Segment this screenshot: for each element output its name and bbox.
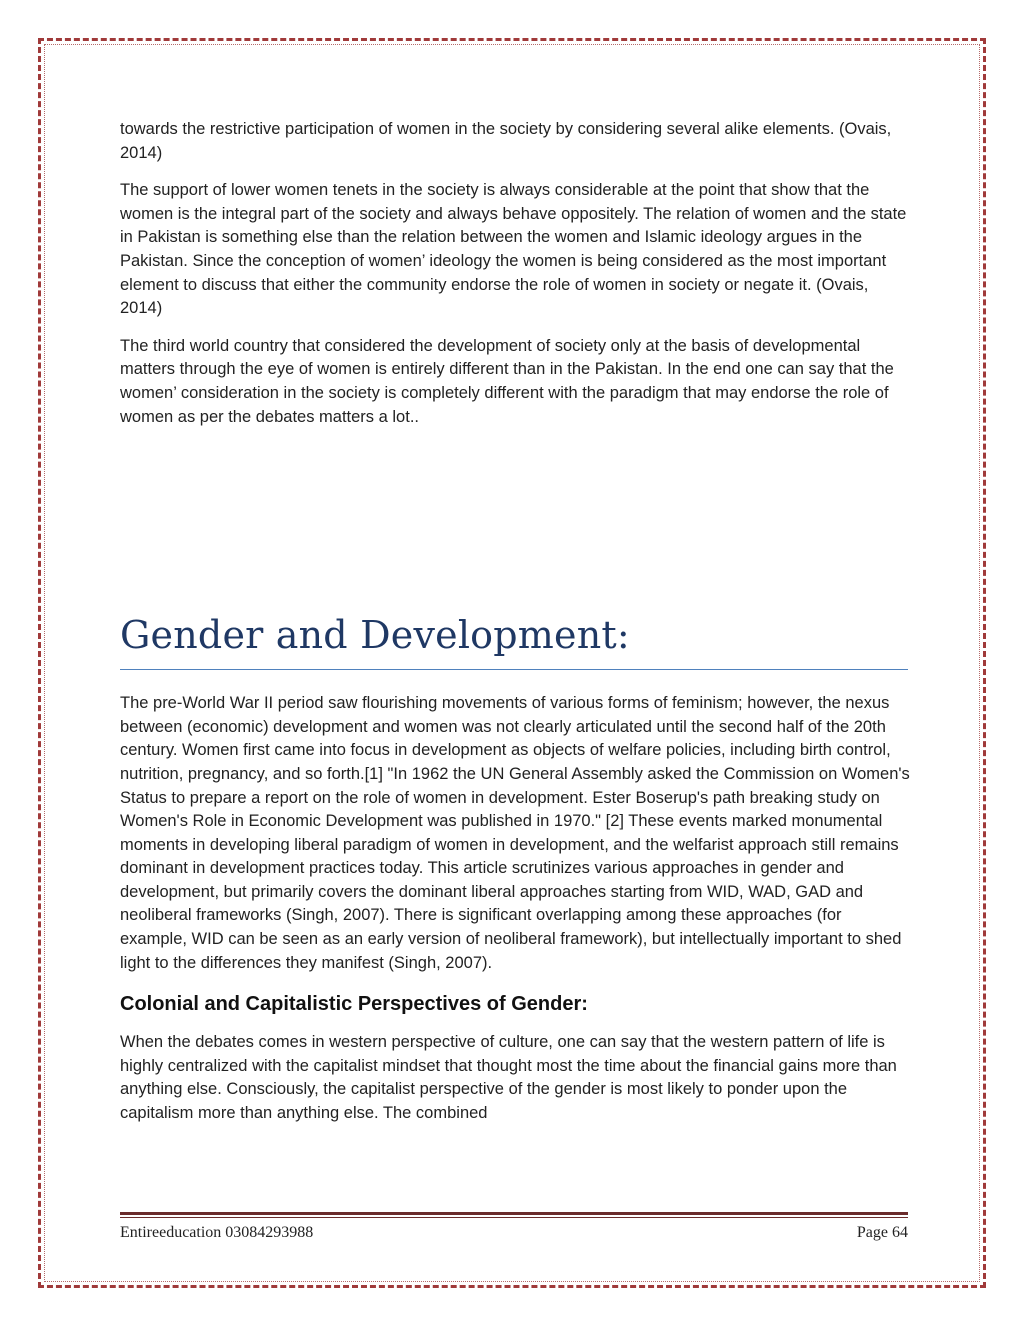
paragraph-western-perspective: When the debates comes in western perspective of culture, one can say that the western pattern of life is highly centralized with the capitalist mindset that thought most the time about the financial gains more than anything else. Consciously, the capitalist perspective of the gender is most likely to ponder upon the capitalism more than anything else. The combined	[120, 1033, 897, 1123]
section-heading: Gender and Development:	[120, 613, 630, 658]
footer-left-text: Entireeducation 03084293988	[120, 1224, 314, 1241]
paragraph-continuation: towards the restrictive participation of women in the society by considering several alike elements. (Ovais, 2014)	[120, 120, 892, 162]
paragraph-gender-development: The pre-World War II period saw flourishing movements of various forms of feminism; however, the nexus between (economic) development and women was not clearly articulated until the second half of the 20th century. Women first came into focus in development as objects of welfare policies, including birth control, nutrition, pregnancy, and so forth.[1] "In 1962 the UN General Assembly asked the Commission on Women's Status to prepare a report on the role of women in development. Ester Boserup's path breaking study on Women's Role in Economic Development was published in 1970." [2] These events marked monumental moments in developing liberal paradigm of women in development, and the welfarist approach still remains dominant in development practices today. This article scrutinizes various approaches in gender and development, but primarily covers the dominant liberal approaches starting from WID, WAD, GAD and neoliberal frameworks (Singh, 2007). There is significant overlapping among these approaches (for example, WID can be seen as an early version of neoliberal framework), but intellectually important to shed light to the differences they manifest (Singh, 2007).	[120, 694, 910, 972]
footer-row	[120, 1224, 908, 1242]
page-content	[120, 118, 910, 1140]
paragraph-third-world: The third world country that considered the development of society only at the basis of developmental matters through the eye of women is entirely different than in the Pakistan. In the end one can say that the women’ consideration in the society is completely different with the paradigm that may endorse the role of women as per the debates matters a lot..	[120, 336, 894, 426]
page-footer	[120, 1212, 908, 1242]
paragraph-women-tenets: The support of lower women tenets in the society is always considerable at the point that show that the women is the integral part of the society and always behave oppositely. The relation of women and the state in Pakistan is something else than the relation between the women and Islamic ideology argues in the Pakistan. Since the conception of women’ ideology the women is being considered as the most important element to discuss that either the community endorse the role of women in society or negate it. (Ovais, 2014)	[120, 181, 907, 318]
page-number: Page 64	[856, 1224, 908, 1241]
footer-rule	[120, 1212, 908, 1215]
footer-rule-thin	[120, 1217, 908, 1218]
heading-underline	[120, 669, 908, 670]
blank-space	[120, 443, 910, 609]
sub-heading: Colonial and Capitalistic Perspectives of Gender:	[120, 993, 588, 1016]
